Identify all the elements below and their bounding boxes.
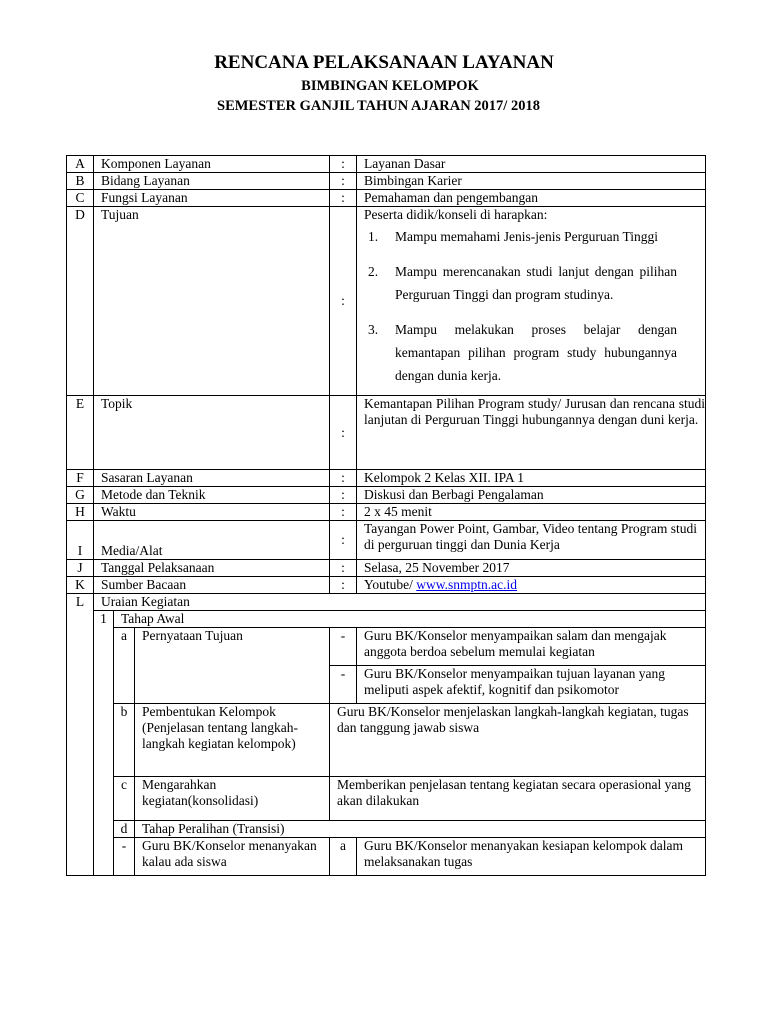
row-tujuan (67, 207, 706, 396)
goals-list (364, 225, 705, 387)
row-separator: : (330, 173, 357, 190)
row-label: Metode dan Teknik (94, 487, 330, 504)
row-media-alat (67, 521, 706, 560)
row-letter: A (67, 156, 94, 173)
item-letter: d (114, 821, 135, 838)
row-tahap-peralihan (67, 821, 706, 838)
item-letter: a (114, 628, 135, 704)
row-letter: J (67, 560, 94, 577)
document-title: RENCANA PELAKSANAAN LAYANAN (214, 52, 554, 73)
source-link[interactable]: www.snmptn.ac.id (416, 577, 518, 592)
row-value: Layanan Dasar (357, 156, 706, 173)
row-tanggal-pelaksanaan (67, 560, 706, 577)
row-value: 2 x 45 menit (357, 504, 706, 521)
item-label: Tahap Peralihan (Transisi) (135, 821, 706, 838)
list-item (364, 260, 705, 306)
item-letter: a (330, 838, 357, 876)
row-label: Uraian Kegiatan (94, 594, 706, 611)
row-separator: : (330, 470, 357, 487)
row-letter: C (67, 190, 94, 207)
row-fungsi-layanan (67, 190, 706, 207)
item-text: Guru BK/Konselor menyampaikan tujuan layanan yang meliputi aspek afektif, kognitif dan psikomotor (357, 666, 706, 704)
item-dash: - (330, 666, 357, 704)
row-value (357, 577, 706, 594)
goal-number: 1. (368, 229, 379, 244)
item-label: Pernyataan Tujuan (135, 628, 330, 704)
row-label: Tujuan (94, 207, 330, 396)
row-metode-teknik (67, 487, 706, 504)
row-letter: G (67, 487, 94, 504)
item-dash: - (330, 628, 357, 666)
item-label: Mengarahkan kegiatan(konsolidasi) (135, 777, 330, 821)
row-uraian-kegiatan (67, 594, 706, 611)
goal-number: 2. (368, 264, 379, 279)
row-separator: : (330, 560, 357, 577)
row-menanyakan-siswa (67, 838, 706, 876)
row-label: Waktu (94, 504, 330, 521)
source-prefix: Youtube/ (364, 577, 417, 592)
row-value: Pemahaman dan pengembangan (357, 190, 706, 207)
row-value (357, 207, 706, 396)
rpl-table (66, 155, 706, 876)
item-label: Pembentukan Kelompok (Penjelasan tentang langkah-langkah kegiatan kelompok) (135, 704, 330, 777)
document-subtitle: BIMBINGAN KELOMPOK (301, 78, 479, 94)
row-value: Kelompok 2 Kelas XII. IPA 1 (357, 470, 706, 487)
row-label: Media/Alat (94, 521, 330, 560)
step-number: 1 (94, 611, 114, 876)
row-letter: H (67, 504, 94, 521)
item-text: Guru BK/Konselor menyampaikan salam dan mengajak anggota berdoa sebelum memulai kegiatan (357, 628, 706, 666)
row-topik (67, 396, 706, 470)
row-separator: : (330, 207, 357, 396)
list-item (364, 225, 705, 248)
row-komponen-layanan (67, 156, 706, 173)
row-separator: : (330, 577, 357, 594)
row-value: Kemantapan Pilihan Program study/ Jurusan dan rencana studi lanjutan di Perguruan Tinggi hubungannya dengan duni kerja. (357, 396, 706, 470)
row-separator: : (330, 190, 357, 207)
row-pernyataan-tujuan (67, 628, 706, 666)
row-separator: : (330, 504, 357, 521)
row-pembentukan-kelompok (67, 704, 706, 777)
goal-text: Mampu memahami Jenis-jenis Perguruan Tinggi (395, 229, 658, 244)
row-label: Topik (94, 396, 330, 470)
row-separator: : (330, 521, 357, 560)
row-label: Sumber Bacaan (94, 577, 330, 594)
row-value: Tayangan Power Point, Gambar, Video tentang Program studi di perguruan tinggi dan Dunia Kerja (357, 521, 706, 560)
semester-label: SEMESTER GANJIL TAHUN AJARAN 2017/ 2018 (217, 98, 540, 114)
item-label: Guru BK/Konselor menanyakan kalau ada siswa (135, 838, 330, 876)
row-separator: : (330, 156, 357, 173)
row-letter: B (67, 173, 94, 190)
item-text: Guru BK/Konselor menanyakan kesiapan kelompok dalam melaksanakan tugas (357, 838, 706, 876)
row-value: Selasa, 25 November 2017 (357, 560, 706, 577)
row-tahap-awal (67, 611, 706, 628)
row-letter: D (67, 207, 94, 396)
item-dash: - (114, 838, 135, 876)
row-value: Bimbingan Karier (357, 173, 706, 190)
item-letter: c (114, 777, 135, 821)
row-label: Komponen Layanan (94, 156, 330, 173)
row-mengarahkan-kegiatan (67, 777, 706, 821)
row-sumber-bacaan (67, 577, 706, 594)
row-letter: F (67, 470, 94, 487)
goal-number: 3. (368, 322, 379, 337)
step-label: Tahap Awal (114, 611, 706, 628)
row-label: Sasaran Layanan (94, 470, 330, 487)
goals-intro: Peserta didik/konseli di harapkan: (364, 207, 548, 222)
list-item (364, 318, 705, 387)
row-bidang-layanan (67, 173, 706, 190)
row-label: Fungsi Layanan (94, 190, 330, 207)
row-sasaran-layanan (67, 470, 706, 487)
goal-text: Mampu merencanakan studi lanjut dengan pilihan Perguruan Tinggi dan program studinya. (395, 264, 677, 302)
row-letter: E (67, 396, 94, 470)
row-value: Diskusi dan Berbagi Pengalaman (357, 487, 706, 504)
row-letter: I (67, 521, 94, 560)
row-letter: L (67, 594, 94, 876)
row-label: Bidang Layanan (94, 173, 330, 190)
row-separator: : (330, 487, 357, 504)
item-text: Memberikan penjelasan tentang kegiatan secara operasional yang akan dilakukan (330, 777, 706, 821)
row-letter: K (67, 577, 94, 594)
goal-text: Mampu melakukan proses belajar dengan kemantapan pilihan program study hubungannya dengan dunia kerja. (395, 322, 677, 383)
row-waktu (67, 504, 706, 521)
item-text: Guru BK/Konselor menjelaskan langkah-langkah kegiatan, tugas dan tanggung jawab siswa (330, 704, 706, 777)
row-separator: : (330, 396, 357, 470)
item-letter: b (114, 704, 135, 777)
row-label: Tanggal Pelaksanaan (94, 560, 330, 577)
